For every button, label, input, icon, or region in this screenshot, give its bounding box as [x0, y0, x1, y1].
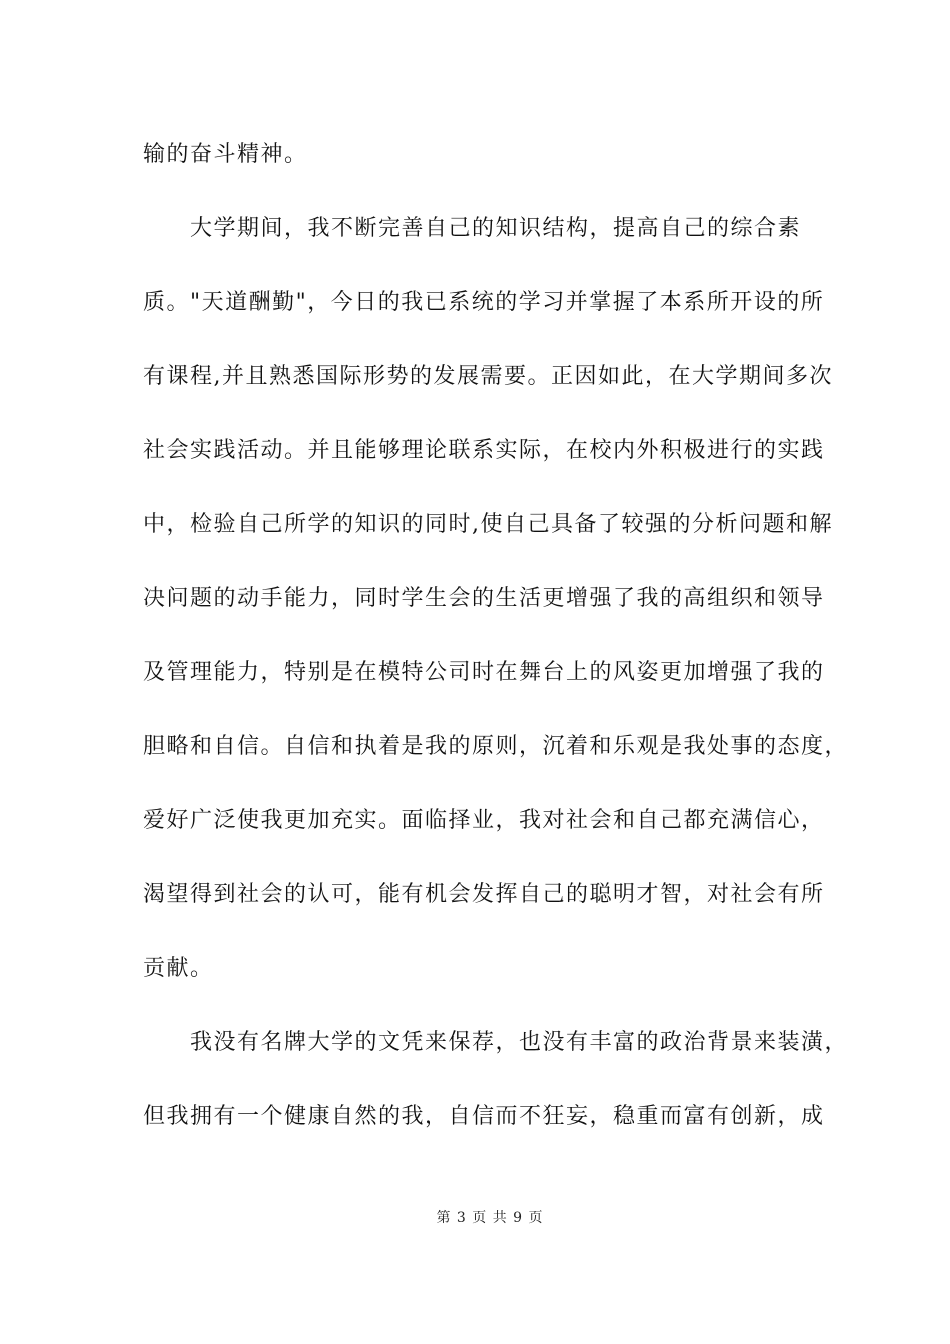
text-line: 爱好广泛使我更加充实。面临择业，我对社会和自己都充满信心， — [143, 808, 825, 833]
text-line: 社会实践活动。并且能够理论联系实际，在校内外积极进行的实践 — [143, 438, 825, 463]
text-line: 但我拥有一个健康自然的我，自信而不狂妄，稳重而富有创新，成 — [143, 1104, 825, 1129]
page-number-label: 第 3 页 共 9 页 — [436, 1210, 544, 1226]
page-footer — [0, 1208, 950, 1228]
text-line: 输的奋斗精神。 — [143, 142, 308, 167]
text-line: 贡献。 — [143, 956, 214, 981]
text-line: 中，检验自己所学的知识的同时,使自己具备了较强的分析问题和解 — [143, 512, 833, 537]
paragraph-start-line: 大学期间，我不断完善自己的知识结构，提高自己的综合素 — [190, 216, 802, 241]
text-line: 有课程,并且熟悉国际形势的发展需要。正因如此，在大学期间多次 — [143, 364, 833, 389]
paragraph-start-line: 我没有名牌大学的文凭来保荐，也没有丰富的政治背景来装潢， — [190, 1030, 849, 1055]
text-line: 渴望得到社会的认可，能有机会发挥自己的聪明才智，对社会有所 — [143, 882, 825, 907]
text-line: 决问题的动手能力，同时学生会的生活更增强了我的高组织和领导 — [143, 586, 825, 611]
text-line: 胆略和自信。自信和执着是我的原则，沉着和乐观是我处事的态度， — [143, 734, 849, 759]
text-line: 及管理能力，特别是在模特公司时在舞台上的风姿更加增强了我的 — [143, 660, 825, 685]
text-line: 质。"天道酬勤"，今日的我已系统的学习并掌握了本系所开设的所 — [143, 290, 825, 315]
